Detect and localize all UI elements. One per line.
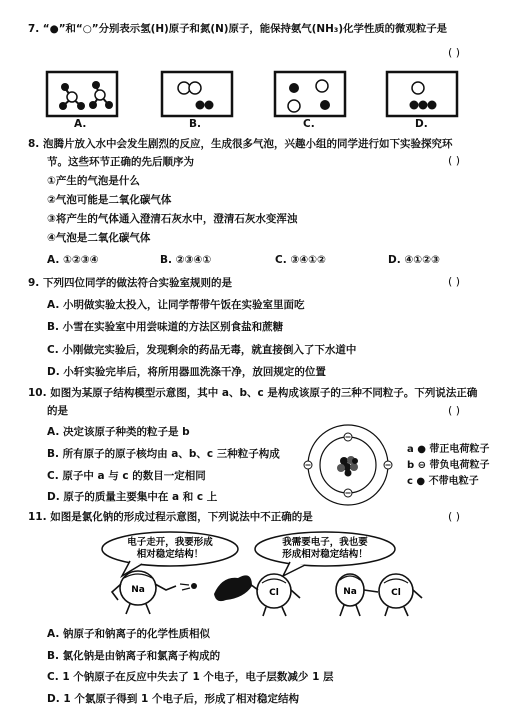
q8-option-c: C. ③④①② <box>275 254 326 266</box>
q8-option-b: B. ②③④① <box>160 254 212 266</box>
q7-box-c <box>275 72 345 116</box>
atom-cl-label-1: Cl <box>269 588 279 598</box>
q7-molecule-a-right <box>89 81 113 109</box>
q11-stem: 11. 如图是氯化钠的形成过程示意图，下列说法中不正确的是 <box>28 511 313 523</box>
atom-na-label-1: Na <box>131 585 145 595</box>
q7-box-d <box>387 72 457 116</box>
q7-label-d: D. <box>415 118 428 130</box>
q10-atom-diagram <box>300 420 410 510</box>
q11-option-a: A. 钠原子和钠离子的化学性质相似 <box>47 628 210 640</box>
q8-item-2: ②气泡可能是二氧化碳气体 <box>47 194 172 206</box>
q9-answer-paren: ( ) <box>448 275 461 288</box>
q11-nacl-figure <box>0 528 529 620</box>
q11-answer-paren: ( ) <box>448 510 461 523</box>
q7-answer-paren: ( ) <box>448 46 461 59</box>
q7-molecule-a-left <box>59 83 85 110</box>
q9-option-c: C. 小刚做完实验后，发现剩余的药品无毒，就直接倒入了下水道中 <box>47 344 357 356</box>
q10-legend-b: b ⊖ 带负电荷粒子 <box>407 460 490 471</box>
q8-item-3: ③将产生的气体通入澄清石灰水中，澄清石灰水变浑浊 <box>47 213 298 225</box>
q7-label-c: C. <box>303 118 315 130</box>
q7-label-a: A. <box>74 118 87 130</box>
electron-left <box>304 461 312 469</box>
q10-stem-line2: 的是 <box>47 405 68 417</box>
q8-item-1: ①产生的气泡是什么 <box>47 175 140 187</box>
q9-stem: 9. 下列四位同学的做法符合实验室规则的是 <box>28 277 232 289</box>
q8-answer-paren: ( ) <box>448 154 461 167</box>
q10-legend-c: c ● 不带电粒子 <box>407 476 479 487</box>
flying-electron <box>180 583 197 590</box>
q8-stem-line1: 8. 泡腾片放入水中会发生剧烈的反应，生成很多气泡，兴趣小组的同学进行如下实验探究环 <box>28 138 453 150</box>
electron-trail-blob <box>214 575 252 601</box>
atom-na-label-2: Na <box>343 587 357 597</box>
q7-stem: 7. “●”和“○”分别表示氢(H)原子和氮(N)原子，能保持氨气(NH₃)化学性质的微观粒子是 <box>28 23 448 35</box>
q10-option-d: D. 原子的质量主要集中在 a 和 c 上 <box>47 491 218 503</box>
q11-option-b: B. 氯化钠是由钠离子和氯离子构成的 <box>47 650 221 662</box>
q11-option-d: D. 1 个氯原子得到 1 个电子后，形成了相对稳定结构 <box>47 693 299 705</box>
q10-legend-a: a ● 带正电荷粒子 <box>407 444 490 455</box>
q10-stem-line1: 10. 如图为某原子结构模型示意图，其中 a、b、c 是构成该原子的三种不同粒子。下列说法正确 <box>28 387 478 399</box>
q10-option-a: A. 决定该原子种类的粒子是 b <box>47 426 190 438</box>
q8-option-a: A. ①②③④ <box>47 254 99 266</box>
bubble-left-line2: 相对稳定结构！ <box>136 549 204 560</box>
bubble-right-line1: 我需要电子，我也要 <box>282 537 368 548</box>
bubble-left-line1: 电子走开，我要形成 <box>127 537 213 548</box>
q10-option-c: C. 原子中 a 与 c 的数目一定相同 <box>47 470 206 482</box>
electron-right <box>384 461 392 469</box>
nucleus <box>337 456 358 477</box>
q10-option-b: B. 所有原子的原子核均由 a、b、c 三种粒子构成 <box>47 448 280 460</box>
q11-option-c: C. 1 个钠原子在反应中失去了 1 个电子，电子层数减少 1 层 <box>47 671 334 683</box>
bubble-right-line2: 形成相对稳定结构！ <box>282 549 368 560</box>
q10-answer-paren: ( ) <box>448 404 461 417</box>
q9-option-d: D. 小轩实验完毕后，将所用器皿洗涤干净，放回规定的位置 <box>47 366 326 378</box>
q9-option-a: A. 小明做实验太投入，让同学帮带午饭在实验室里面吃 <box>47 299 305 311</box>
atom-cl-label-2: Cl <box>391 588 401 598</box>
q7-label-b: B. <box>189 118 201 130</box>
q8-item-4: ④气泡是二氧化碳气体 <box>47 232 151 244</box>
q8-stem-line2: 节。这些环节正确的先后顺序为 <box>47 156 194 168</box>
electron-top <box>344 433 352 441</box>
q8-option-d: D. ④①②③ <box>388 254 440 266</box>
electron-bottom <box>344 489 352 497</box>
q9-option-b: B. 小雪在实验室中用尝味道的方法区别食盐和蔗糖 <box>47 321 284 333</box>
